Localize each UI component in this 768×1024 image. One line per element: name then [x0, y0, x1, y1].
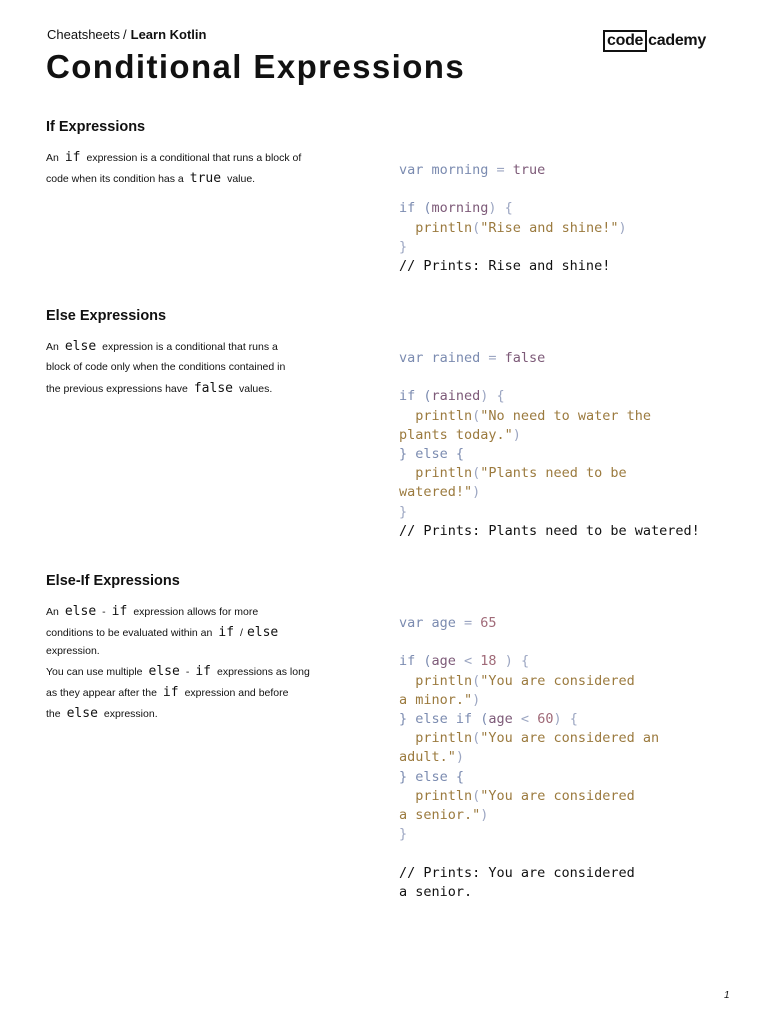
breadcrumb-root-link[interactable]: Cheatsheets	[47, 27, 120, 42]
code-block-else-if: var age = 65 if (age < 18 ) { println("You are considered a minor.") } else if (age < 60) { println("You are considered an adult.") } else { println("You are considered a senior.") } // Prints: You are considered a senior.	[399, 615, 660, 900]
breadcrumb-separator: /	[123, 27, 127, 42]
section-title-else-if: Else-If Expressions	[46, 573, 180, 589]
section-desc-else: An else expression is a conditional that runs a block of code only when the conditions contained in the previous expressions have false values.	[46, 339, 286, 396]
breadcrumb-current[interactable]: Learn Kotlin	[130, 27, 207, 42]
logo-rest-text: cademy	[648, 32, 706, 49]
code-block-if: var morning = true if (morning) { println("Rise and shine!") } // Prints: Rise and shine!	[399, 162, 627, 275]
logo-boxed-text: code	[603, 30, 647, 52]
section-title-else: Else Expressions	[46, 308, 167, 324]
page-number: 1	[724, 990, 730, 1001]
breadcrumb	[47, 27, 206, 42]
section-desc-else-if: An else - if expression allows for more conditions to be evaluated within an if / else expression. You can use multiple else - if expressions as long as they appear after the if expression and before the else expression.	[46, 604, 310, 721]
code-block-else: var rained = false if (rained) { println("No need to water the plants today.") } else { println("Plants need to be watered!") } // Prints: Plants need to be watered!	[399, 350, 700, 539]
page-title: Conditional Expressions	[46, 48, 466, 85]
section-desc-if: An if expression is a conditional that runs a block of code when its condition has a true value.	[46, 150, 302, 186]
section-title-if: If Expressions	[46, 119, 146, 135]
codecademy-logo[interactable]	[603, 30, 706, 52]
